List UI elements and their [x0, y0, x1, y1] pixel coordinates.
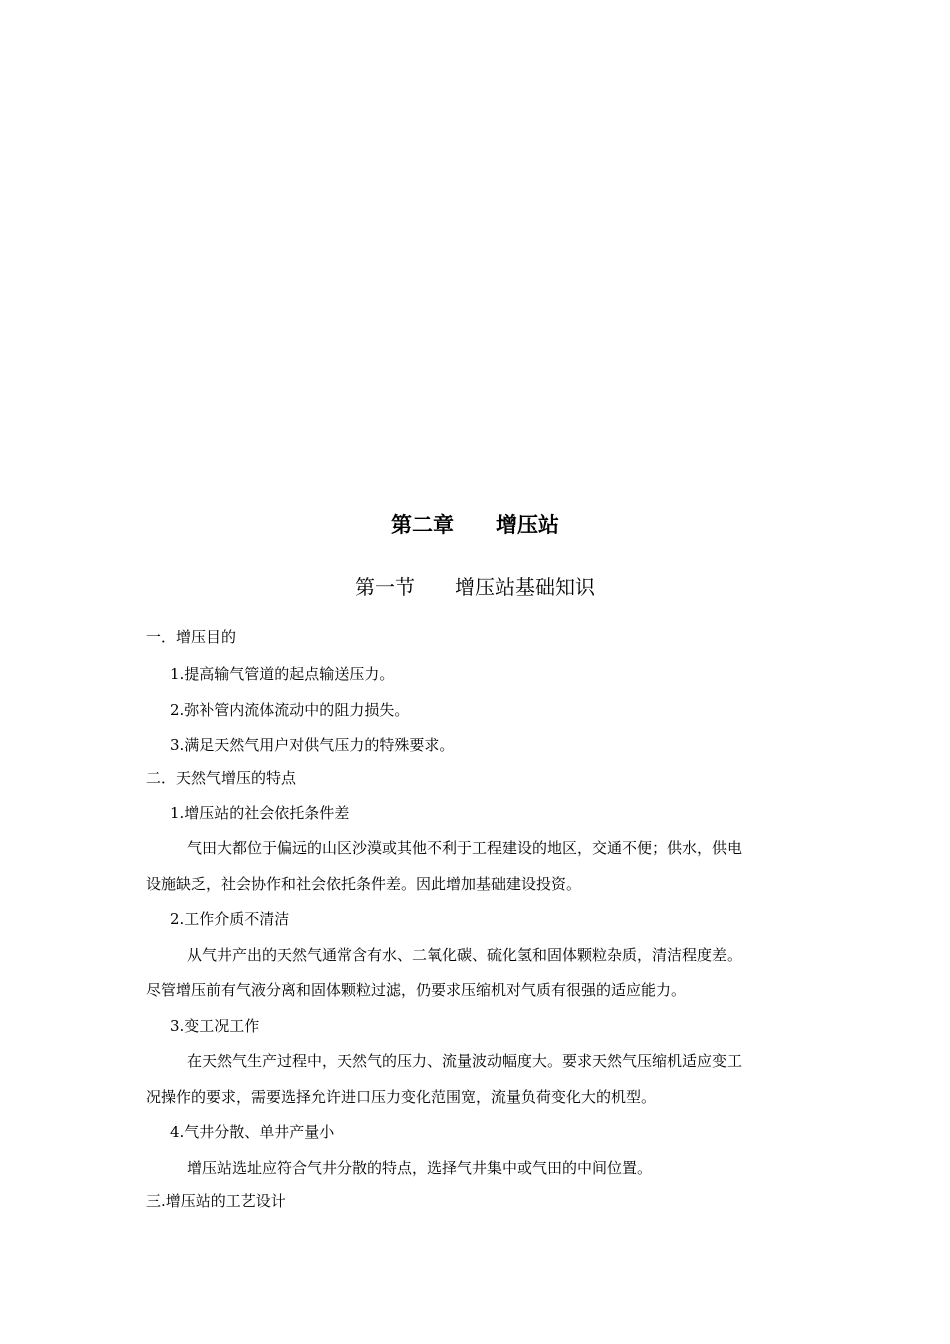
paragraph-line: 增压站选址应符合气井分散的特点，选择气井集中或气田的中间位置。 — [187, 1159, 653, 1177]
paragraph-line: 气田大都位于偏远的山区沙漠或其他不利于工程建设的地区，交通不便；供水，供电 — [187, 839, 743, 857]
section-title: 第一节 增压站基础知识 — [355, 575, 595, 599]
heading-features: 二．天然气增压的特点 — [146, 769, 297, 787]
chapter-title: 第二章 增压站 — [391, 513, 559, 537]
heading-purpose: 一．增压目的 — [146, 628, 237, 646]
paragraph-line: 设施缺乏，社会协作和社会依托条件差。因此增加基础建设投资。 — [146, 875, 582, 893]
list-item: 3.满足天然气用户对供气压力的特殊要求。 — [170, 736, 455, 754]
paragraph-line: 从气井产出的天然气通常含有水、二氧化碳、硫化氢和固体颗粒杂质，清洁程度差。 — [187, 946, 743, 964]
subheading: 3.变工况工作 — [170, 1017, 260, 1035]
paragraph-line: 况操作的要求，需要选择允许进口压力变化范围宽，流量负荷变化大的机型。 — [146, 1088, 657, 1106]
paragraph-line: 在天然气生产过程中，天然气的压力、流量波动幅度大。要求天然气压缩机适应变工 — [187, 1052, 743, 1070]
paragraph-line: 尽管增压前有气液分离和固体颗粒过滤，仍要求压缩机对气质有很强的适应能力。 — [146, 981, 687, 999]
heading-process-design: 三.增压站的工艺设计 — [146, 1192, 286, 1210]
subheading: 1.增压站的社会依托条件差 — [170, 804, 350, 822]
list-item: 2.弥补管内流体流动中的阻力损失。 — [170, 701, 410, 719]
subheading: 4.气井分散、单井产量小 — [170, 1123, 335, 1141]
list-item: 1.提高输气管道的起点输送压力。 — [170, 665, 395, 683]
subheading: 2.工作介质不清洁 — [170, 910, 290, 928]
